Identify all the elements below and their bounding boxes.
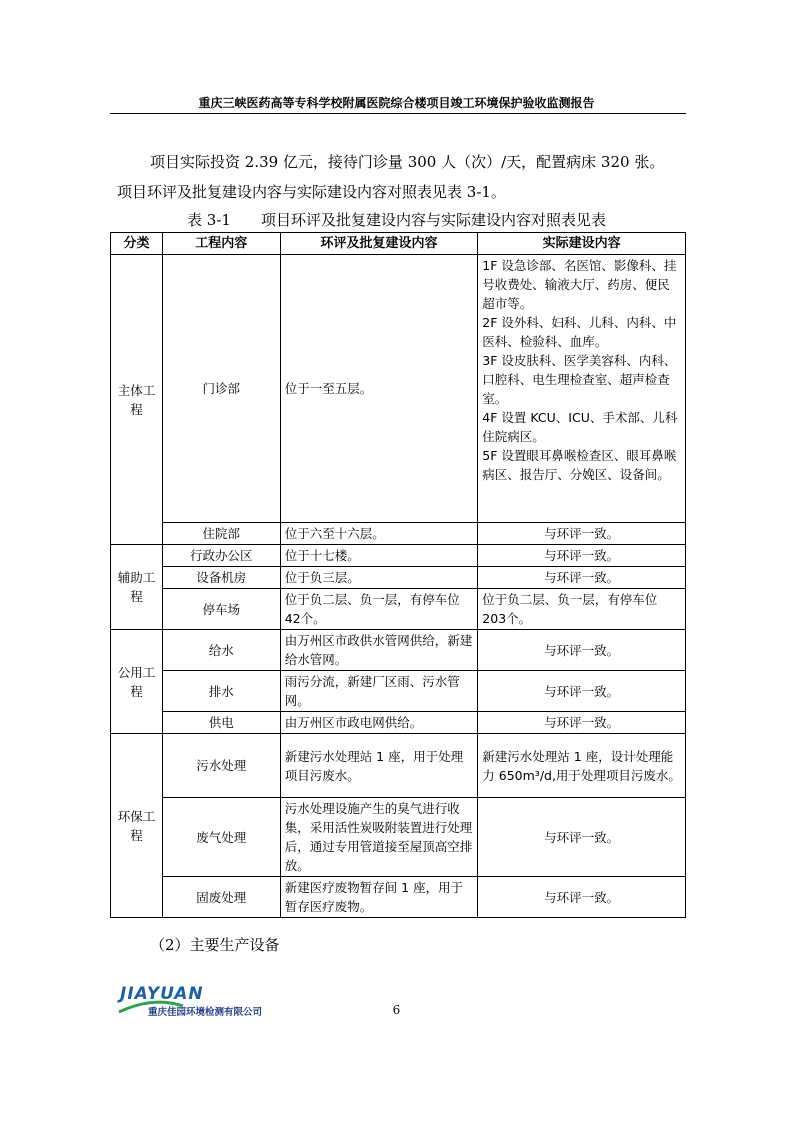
table-row bbox=[111, 734, 686, 798]
table-row bbox=[111, 545, 686, 567]
actual-floor-4f: 4F 设置 KCU、ICU、手术部、儿科住院病区。 bbox=[482, 410, 678, 444]
eia-content: 位于十七楼。 bbox=[280, 545, 478, 567]
project-name: 废气处理 bbox=[162, 798, 280, 877]
actual-floor-3f: 3F 设皮肤科、医学美容科、内科、口腔科、电生理检查室、超声检查室。 bbox=[482, 353, 677, 406]
eia-content: 位于负二层、负一层，有停车位42个。 bbox=[280, 589, 478, 630]
actual-floor-5f: 5F 设置眼耳鼻喉检查区、眼耳鼻喉病区、报告厅、分娩区、设备间。 bbox=[482, 448, 677, 482]
table-row bbox=[111, 630, 686, 671]
project-name: 设备机房 bbox=[162, 567, 280, 589]
actual-content: 与环评一致。 bbox=[478, 630, 686, 671]
project-name: 给水 bbox=[162, 630, 280, 671]
header-category: 分类 bbox=[111, 233, 163, 255]
table-row bbox=[111, 589, 686, 630]
project-name: 供电 bbox=[162, 712, 280, 734]
eia-content: 新建污水处理站 1 座，用于处理项目污废水。 bbox=[280, 734, 478, 798]
project-name: 污水处理 bbox=[162, 734, 280, 798]
project-name: 行政办公区 bbox=[162, 545, 280, 567]
actual-content: 与环评一致。 bbox=[478, 567, 686, 589]
project-name: 固废处理 bbox=[162, 877, 280, 918]
actual-content: 与环评一致。 bbox=[478, 545, 686, 567]
category-public: 公用工程 bbox=[111, 630, 163, 734]
logo-brand-text: JIAYUAN bbox=[120, 984, 204, 1004]
eia-content: 位于负三层。 bbox=[280, 567, 478, 589]
construction-comparison-table bbox=[110, 232, 686, 918]
category-env: 环保工程 bbox=[111, 734, 163, 918]
table-header-row bbox=[111, 233, 686, 255]
table-row bbox=[111, 523, 686, 545]
actual-content: 与环评一致。 bbox=[478, 877, 686, 918]
paragraph-table-intro: 项目环评及批复建设内容与实际建设内容对照表见表 3-1。 bbox=[117, 183, 506, 201]
table-row bbox=[111, 567, 686, 589]
header-project: 工程内容 bbox=[162, 233, 280, 255]
eia-content: 污水处理设施产生的臭气进行收集，采用活性炭吸附装置进行处理后，通过专用管道接至屋顶高空排放。 bbox=[280, 798, 478, 877]
eia-content: 位于一至五层。 bbox=[280, 255, 478, 523]
eia-content: 由万州区市政电网供给。 bbox=[280, 712, 478, 734]
table-row bbox=[111, 877, 686, 918]
eia-content: 新建医疗废物暂存间 1 座，用于暂存医疗废物。 bbox=[280, 877, 478, 918]
project-name: 排水 bbox=[162, 671, 280, 712]
eia-content: 位于六至十六层。 bbox=[280, 523, 478, 545]
paragraph-investment: 项目实际投资 2.39 亿元，接待门诊量 300 人（次）/天，配置病床 320 张。 bbox=[150, 153, 665, 171]
project-name: 停车场 bbox=[162, 589, 280, 630]
category-aux: 辅助工程 bbox=[111, 545, 163, 630]
document-header-title: 重庆三峡医药高等专科学校附属医院综合楼项目竣工环境保护验收监测报告 bbox=[198, 96, 595, 110]
category-main: 主体工程 bbox=[111, 255, 163, 545]
actual-content bbox=[478, 255, 686, 523]
actual-content: 与环评一致。 bbox=[478, 523, 686, 545]
header-divider bbox=[110, 113, 686, 114]
table-row bbox=[111, 671, 686, 712]
page-number: 6 bbox=[392, 1003, 401, 1017]
actual-floor-2f: 2F 设外科、妇科、儿科、内科、中医科、检验科、血库。 bbox=[482, 315, 677, 349]
actual-content: 与环评一致。 bbox=[478, 671, 686, 712]
header-eia: 环评及批复建设内容 bbox=[280, 233, 478, 255]
table-row bbox=[111, 798, 686, 877]
section-title: （2）主要生产设备 bbox=[150, 936, 280, 954]
actual-content: 与环评一致。 bbox=[478, 798, 686, 877]
eia-content: 由万州区市政供水管网供给，新建给水管网。 bbox=[280, 630, 478, 671]
table-row bbox=[111, 255, 686, 523]
actual-floor-1f: 1F 设急诊部、名医馆、影像科、挂号收费处、输液大厅、药房、便民超市等。 bbox=[482, 258, 677, 311]
project-name: 门诊部 bbox=[162, 255, 280, 523]
table-row bbox=[111, 712, 686, 734]
actual-content: 位于负二层、负一层，有停车位203个。 bbox=[478, 589, 686, 630]
project-name: 住院部 bbox=[162, 523, 280, 545]
header-actual: 实际建设内容 bbox=[478, 233, 686, 255]
actual-content: 与环评一致。 bbox=[478, 712, 686, 734]
company-name: 重庆佳园环境检测有限公司 bbox=[148, 1007, 263, 1018]
eia-content: 雨污分流，新建厂区雨、污水管网。 bbox=[280, 671, 478, 712]
actual-content: 新建污水处理站 1 座，设计处理能力 650m³/d,用于处理项目污废水。 bbox=[478, 734, 686, 798]
table-caption: 表 3-1 项目环评及批复建设内容与实际建设内容对照表见表 bbox=[187, 211, 606, 229]
